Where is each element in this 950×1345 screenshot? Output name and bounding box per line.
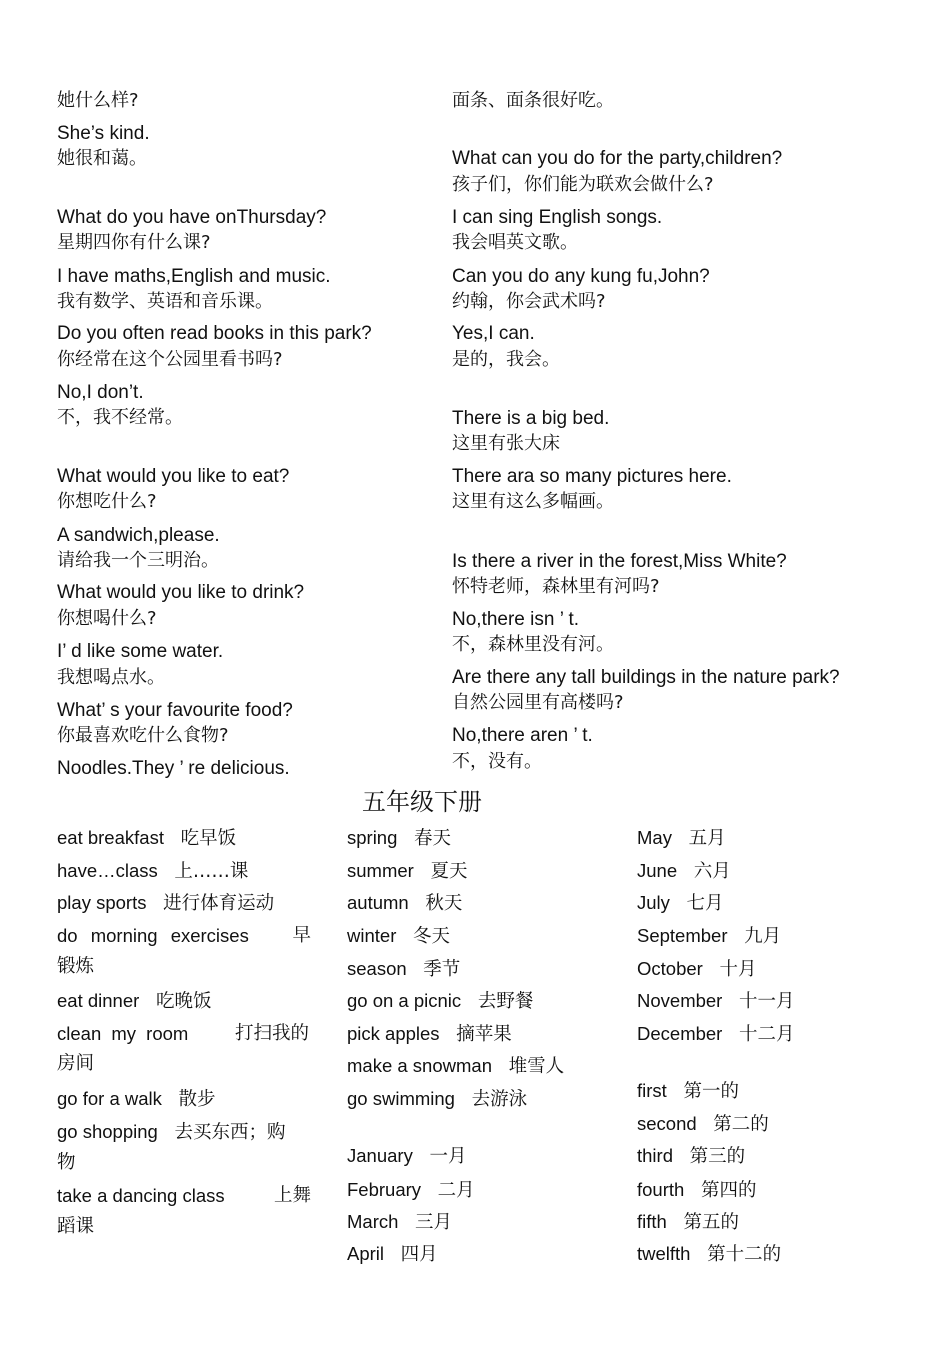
vocab-en: go swimming xyxy=(347,1088,455,1109)
vocab-cn: 冬天 xyxy=(413,926,451,947)
vocab-cn: 季节 xyxy=(423,959,461,980)
vocab-item xyxy=(57,1087,216,1112)
dialogue-line: 不，森林里没有河。 xyxy=(452,634,614,655)
vocab-en: have…class xyxy=(57,860,158,881)
vocab-cn: 去买东西；购 xyxy=(174,1122,286,1143)
vocab-en: go shopping xyxy=(57,1121,158,1142)
vocab-item xyxy=(347,826,451,851)
vocab-item xyxy=(637,1144,745,1169)
vocab-en: fourth xyxy=(637,1179,685,1200)
vocab-en: season xyxy=(347,958,407,979)
vocab-en: clean my room xyxy=(57,1023,189,1044)
vocab-item xyxy=(637,859,731,884)
vocab-en: autumn xyxy=(347,892,409,913)
dialogue-line: I’ d like some water. xyxy=(57,641,224,662)
vocab-item xyxy=(637,826,726,851)
dialogue-line: 你想吃什么? xyxy=(57,491,157,512)
vocab-en: May xyxy=(637,827,672,848)
vocab-en: do morning exercises xyxy=(57,925,249,946)
vocab-cn: 第五的 xyxy=(683,1212,739,1233)
dialogue-line: There is a big bed. xyxy=(452,408,610,429)
vocab-cn: 散步 xyxy=(178,1089,216,1110)
vocab-en: pick apples xyxy=(347,1023,440,1044)
vocab-item xyxy=(637,891,724,916)
vocab-en: July xyxy=(637,892,670,913)
vocab-cn: 第四的 xyxy=(700,1180,757,1201)
dialogue-line: No,there isn ’ t. xyxy=(452,609,580,630)
vocab-item xyxy=(347,1144,466,1169)
vocab-cn: 三月 xyxy=(415,1212,453,1233)
vocab-item xyxy=(57,1022,309,1046)
vocab-en: April xyxy=(347,1243,385,1264)
dialogue-line: 你最喜欢吃什么食物? xyxy=(57,725,229,746)
vocab-cn: 第三的 xyxy=(689,1146,746,1167)
dialogue-line: 她什么样? xyxy=(57,90,139,111)
dialogue-line: 我想喝点水。 xyxy=(57,667,165,688)
vocab-en: October xyxy=(637,958,703,979)
vocab-item xyxy=(637,1242,781,1267)
vocab-item xyxy=(347,1242,438,1267)
dialogue-line: What do you have onThursday? xyxy=(57,207,327,228)
vocab-item xyxy=(347,1054,564,1079)
dialogue-line: 不，没有。 xyxy=(452,751,542,772)
vocab-en: take a dancing class xyxy=(57,1185,225,1206)
dialogue-line: A sandwich,please. xyxy=(57,525,220,546)
dialogue-line: 不，我不经常。 xyxy=(57,407,183,428)
vocab-item xyxy=(637,957,756,982)
vocab-en: December xyxy=(637,1023,723,1044)
vocab-item xyxy=(637,1178,756,1203)
vocab-item xyxy=(347,1022,512,1047)
vocab-cn: 十月 xyxy=(719,959,757,980)
dialogue-line: Are there any tall buildings in the nature park? xyxy=(452,667,840,688)
vocab-en: fifth xyxy=(637,1211,667,1232)
dialogue-line: Can you do any kung fu,John? xyxy=(452,266,710,287)
dialogue-line: 约翰，你会武术吗? xyxy=(452,291,606,312)
vocab-cn: 二月 xyxy=(437,1180,475,1201)
vocab-item-continued xyxy=(57,1215,94,1239)
vocab-en: go for a walk xyxy=(57,1088,162,1109)
dialogue-line: 这里有张大床 xyxy=(452,433,560,454)
vocab-en: eat breakfast xyxy=(57,827,164,848)
vocab-cn: 第十二的 xyxy=(707,1244,782,1265)
vocab-cn: 夏天 xyxy=(430,861,468,882)
dialogue-line: 怀特老师，森林里有河吗? xyxy=(452,576,660,597)
vocab-cn: 第一的 xyxy=(683,1081,739,1102)
dialogue-line: No,I don’t. xyxy=(57,382,144,403)
vocab-en: go on a picnic xyxy=(347,990,462,1011)
section-title: 五年级下册 xyxy=(362,788,482,816)
dialogue-line: Is there a river in the forest,Miss White? xyxy=(452,551,787,572)
dialogue-line: 孩子们，你们能为联欢会做什么? xyxy=(452,174,714,195)
vocab-cn: 进行体育运动 xyxy=(163,893,275,914)
vocab-cn: 一月 xyxy=(429,1146,467,1167)
vocab-cn: 春天 xyxy=(414,828,452,849)
vocab-cn: 吃早饭 xyxy=(180,828,237,849)
dialogue-line: 这里有这么多幅画。 xyxy=(452,491,614,512)
vocab-item xyxy=(57,859,248,884)
vocab-cn: 十一月 xyxy=(738,991,795,1012)
vocab-cn: 摘苹果 xyxy=(456,1024,512,1045)
vocab-item xyxy=(57,1120,285,1145)
vocab-en: November xyxy=(637,990,723,1011)
dialogue-line: What can you do for the party,children? xyxy=(452,148,783,169)
vocab-item-continued xyxy=(57,1151,76,1175)
dialogue-line: 星期四你有什么课? xyxy=(57,232,211,253)
dialogue-line: 自然公园里有高楼吗? xyxy=(452,692,624,713)
dialogue-line: No,there aren ’ t. xyxy=(452,725,593,746)
dialogue-line: 是的，我会。 xyxy=(452,349,560,370)
vocab-item xyxy=(347,1178,475,1203)
vocab-item xyxy=(637,1022,795,1047)
dialogue-line: 请给我一个三明治。 xyxy=(57,550,219,571)
vocab-cn: 七月 xyxy=(686,893,724,914)
dialogue-line: What’ s your favourite food? xyxy=(57,700,293,721)
vocab-item xyxy=(347,859,467,884)
vocab-en: make a snowman xyxy=(347,1055,492,1076)
dialogue-line: What would you like to eat? xyxy=(57,466,290,487)
dialogue-line: What would you like to drink? xyxy=(57,582,305,603)
vocab-item-continued xyxy=(57,1052,94,1076)
dialogue-line: She’s kind. xyxy=(57,123,150,144)
vocab-cn: 上……课 xyxy=(174,861,249,882)
vocab-item xyxy=(347,957,460,982)
vocab-en: March xyxy=(347,1211,399,1232)
vocab-item xyxy=(347,1087,527,1112)
vocab-cn: 去游泳 xyxy=(471,1089,528,1110)
vocab-cn: 锻炼 xyxy=(57,956,95,977)
vocab-item xyxy=(637,989,795,1014)
vocab-item xyxy=(347,1210,452,1235)
dialogue-line: 她很和蔼。 xyxy=(57,148,147,169)
vocab-en: February xyxy=(347,1179,422,1200)
vocab-item xyxy=(637,924,781,949)
vocab-item xyxy=(637,1079,739,1104)
vocab-en: January xyxy=(347,1145,413,1166)
vocab-item xyxy=(347,989,533,1014)
vocab-cn: 吃晚饭 xyxy=(155,991,212,1012)
vocab-en: September xyxy=(637,925,728,946)
vocab-cn: 第二的 xyxy=(713,1114,769,1135)
dialogue-line: 面条、面条很好吃。 xyxy=(452,90,614,111)
vocab-en: eat dinner xyxy=(57,990,140,1011)
vocab-cn: 房间 xyxy=(57,1053,95,1074)
vocab-cn: 五月 xyxy=(688,828,726,849)
vocab-item xyxy=(637,1210,739,1235)
vocab-en: twelfth xyxy=(637,1243,691,1264)
vocab-cn: 十二月 xyxy=(738,1024,795,1045)
dialogue-line: Yes,I can. xyxy=(452,323,535,344)
vocab-cn: 四月 xyxy=(400,1244,438,1265)
dialogue-line: 我会唱英文歌。 xyxy=(452,232,578,253)
vocab-item xyxy=(57,924,311,948)
dialogue-line: 我有数学、英语和音乐课。 xyxy=(57,291,273,312)
vocab-item xyxy=(57,891,274,916)
dialogue-line: There ara so many pictures here. xyxy=(452,466,732,487)
vocab-item xyxy=(347,891,462,916)
vocab-cn: 物 xyxy=(57,1152,76,1173)
vocab-en: summer xyxy=(347,860,414,881)
vocab-en: June xyxy=(637,860,678,881)
vocab-item xyxy=(57,826,236,851)
vocab-en: winter xyxy=(347,925,397,946)
dialogue-line: I can sing English songs. xyxy=(452,207,663,228)
vocab-cn: 蹈课 xyxy=(57,1216,95,1237)
vocab-cn: 上舞 xyxy=(273,1185,311,1206)
vocab-en: spring xyxy=(347,827,398,848)
vocab-item xyxy=(347,924,450,949)
vocab-en: third xyxy=(637,1145,673,1166)
vocab-cn: 打扫我的 xyxy=(234,1023,309,1044)
vocab-en: first xyxy=(637,1080,667,1101)
vocab-cn: 堆雪人 xyxy=(508,1056,565,1077)
dialogue-line: I have maths,English and music. xyxy=(57,266,331,287)
vocab-cn: 六月 xyxy=(693,861,731,882)
dialogue-line: 你想喝什么? xyxy=(57,608,157,629)
vocab-item xyxy=(637,1112,769,1137)
vocab-cn: 九月 xyxy=(744,926,782,947)
vocab-cn: 秋天 xyxy=(425,893,463,914)
vocab-item-continued xyxy=(57,955,94,979)
dialogue-line: 你经常在这个公园里看书吗? xyxy=(57,349,283,370)
dialogue-line: Noodles.They ’ re delicious. xyxy=(57,758,290,779)
vocab-item xyxy=(57,1184,311,1208)
vocab-item xyxy=(57,989,211,1014)
dialogue-line: Do you often read books in this park? xyxy=(57,323,372,344)
vocab-en: second xyxy=(637,1113,697,1134)
vocab-en: play sports xyxy=(57,892,147,913)
vocab-cn: 早 xyxy=(292,925,311,946)
vocab-cn: 去野餐 xyxy=(477,991,534,1012)
